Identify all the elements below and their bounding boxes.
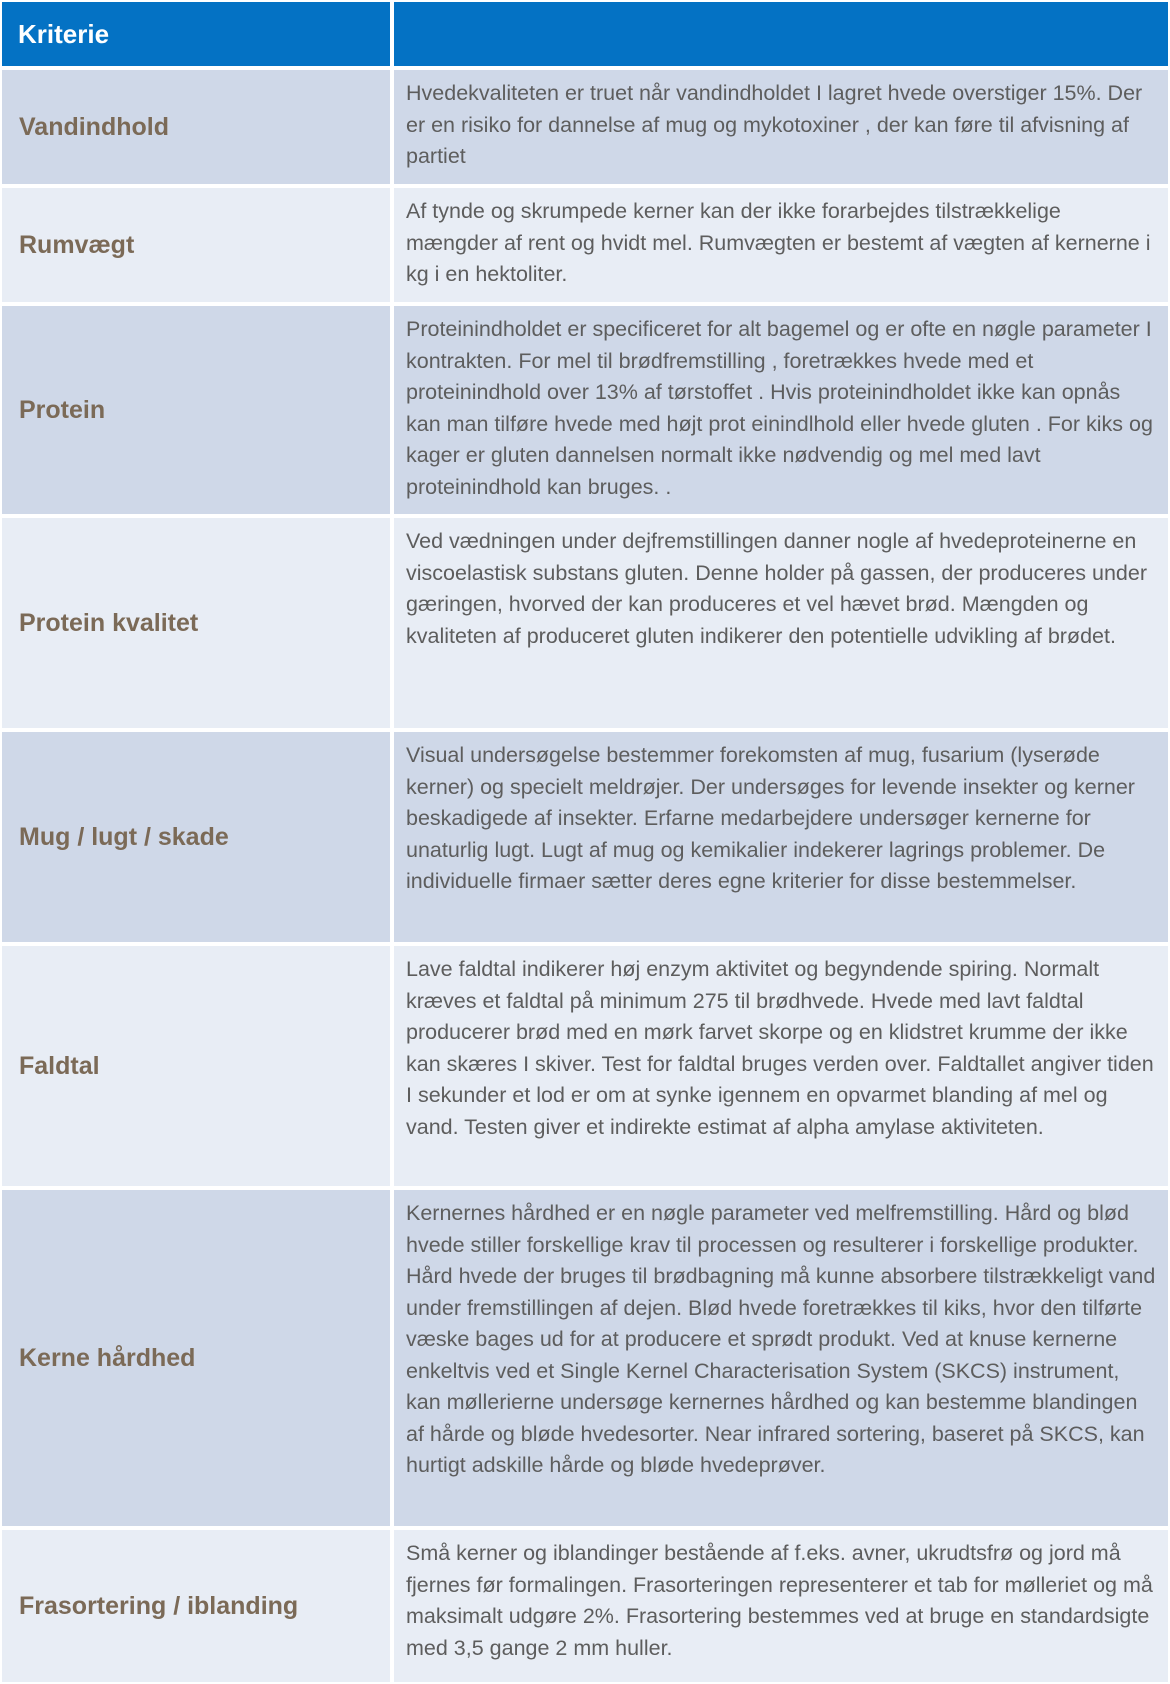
criterion-label: Kerne hårdhed [19, 1343, 196, 1372]
criterion-cell-mug-lugt-skade [0, 730, 392, 944]
description-text: Hvedekvaliteten er truet når vandindholdet I lagret hvede overstiger 15%. Der er en risiko for dannelse af mug og mykotoxiner , der kan føre til afvisning af partiet [406, 81, 1143, 168]
criterion-label: Vandindhold [19, 112, 169, 141]
criterion-label: Rumvægt [19, 230, 135, 259]
criterion-cell-faldtal [0, 944, 392, 1188]
criterion-cell-vandindhold [0, 68, 392, 186]
header-description-cell [392, 0, 1170, 68]
description-text: Små kerner og iblandinger bestående af f.eks. avner, ukrudtsfrø og jord må fjernes før formalingen. Frasorteringen representerer et tab for mølleriet og må maksimalt udgøre 2%. Frasortering bestemmes ved at bruge en standardsigte med 3,5 gange 2 mm huller. [406, 1541, 1153, 1660]
description-cell-mug-lugt-skade [392, 730, 1170, 944]
description-cell-protein-kvalitet [392, 516, 1170, 730]
description-text: Lave faldtal indikerer høj enzym aktivitet og begyndende spiring. Normalt kræves et faldtal på minimum 275 til brødhvede. Hvede med lavt faldtal producerer brød med en mørk farvet skorpe og en klidstret krumme der ikke kan skæres I skiver. Test for faldtal bruges verden over. Faldtallet angiver tiden I sekunder et lod er om at synke igennem en opvarmet blanding af mel og vand. Testen giver et indirekte estimat af alpha amylase aktiviteten. [406, 957, 1154, 1139]
criterion-label: Mug / lugt / skade [19, 822, 229, 851]
criterion-cell-protein-kvalitet [0, 516, 392, 730]
criterion-label: Protein [19, 395, 106, 424]
description-text: Visual undersøgelse bestemmer forekomsten af mug, fusarium (lyserøde kerner) og specielt meldrøjer. Der undersøges for levende insekter og kerner beskadigede af insekter. Erfarne medarbejdere undersøger kernerne for unaturlig lugt. Lugt af mug og kemikalier indekerer lagrings problemer. De individuelle firmaer sætter deres egne kriterier for disse bestemmelser. [406, 743, 1135, 893]
description-cell-faldtal [392, 944, 1170, 1188]
criterion-cell-kerne-haardhed [0, 1188, 392, 1528]
description-text: Proteinindholdet er specificeret for alt bagemel og er ofte en nøgle parameter I kontrakten. For mel til brødfremstilling , foretrækkes hvede med et proteinindhold over 13% af tørstoffet . Hvis proteinindholdet ikke kan opnås kan man tilføre hvede med højt prot einindlhold eller hvede gluten . For kiks og kager er gluten dannelsen normalt ikke nødvendig og mel med lavt proteinindhold kan bruges. . [406, 317, 1153, 499]
header-criterion-cell [0, 0, 392, 68]
header-criterion-label: Kriterie [18, 18, 110, 49]
criterion-cell-protein [0, 304, 392, 516]
criterion-cell-frasortering [0, 1528, 392, 1684]
description-text: Ved vædningen under dejfremstillingen danner nogle af hvedeproteinerne en viscoelastisk substans gluten. Denne holder på gassen, der produceres under gæringen, hvorved der kan produceres et vel hævet brød. Mængden og kvaliteten af produceret gluten indikerer den potentielle udvikling af brødet. [406, 529, 1148, 648]
description-cell-frasortering [392, 1528, 1170, 1684]
criterion-label: Frasortering / iblanding [19, 1591, 299, 1620]
description-text: Af tynde og skrumpede kerner kan der ikke forarbejdes tilstrækkelige mængder af rent og hvidt mel. Rumvægten er bestemt af vægten af kernerne i kg i en hektoliter. [406, 199, 1151, 286]
description-cell-protein [392, 304, 1170, 516]
criterion-label: Faldtal [19, 1051, 100, 1080]
criterion-label: Protein kvalitet [19, 608, 199, 637]
description-cell-vandindhold [392, 68, 1170, 186]
description-cell-kerne-haardhed [392, 1188, 1170, 1528]
description-text: Kernernes hårdhed er en nøgle parameter ved melfremstilling. Hård og blød hvede stiller forskellige krav til processen og resulterer i forskellige produkter. Hård hvede der bruges til brødbagning må kunne absorbere tilstrækkeligt vand under fremstillingen af dejen. Blød hvede foretrækkes til kiks, hvor den tilførte væske bages ud for at producere et sprødt produkt. Ved at knuse kernerne enkeltvis ved et Single Kernel Characterisation System (SKCS) instrument, kan møllerierne undersøge kernernes hårdhed og kan bestemme blandingen af hårde og bløde hvedesorter. Near infrared sortering, baseret på SKCS, kan hurtigt adskille hårde og bløde hvedeprøver. [406, 1201, 1156, 1477]
criterion-cell-rumvaegt [0, 186, 392, 304]
description-cell-rumvaegt [392, 186, 1170, 304]
